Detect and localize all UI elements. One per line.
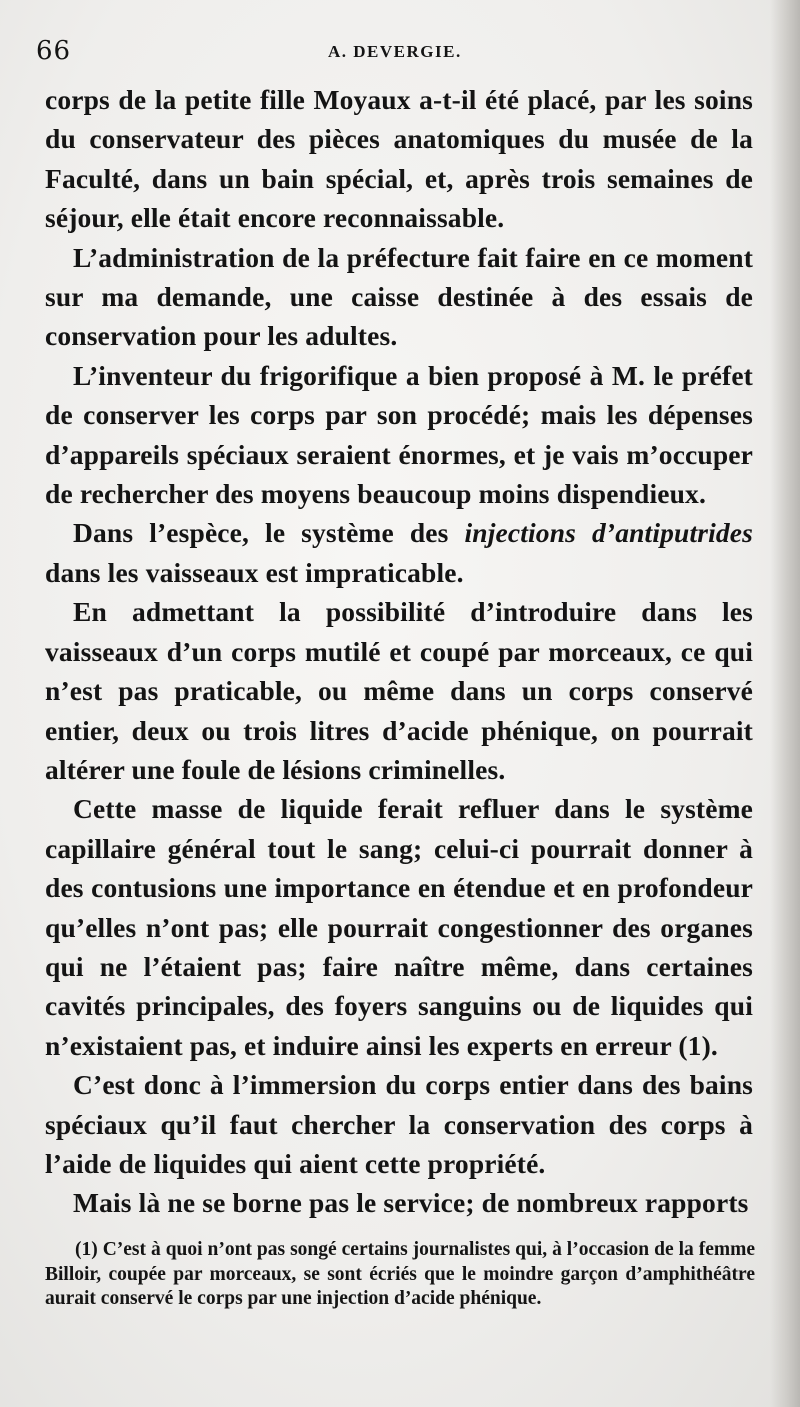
paragraph-injections — [45, 513, 753, 592]
injections-text-after: dans les vaisseaux est impraticable. — [45, 556, 464, 588]
paragraph-admettant: En admettant la possibilité d’introduire dans les vaisseaux d’un corps mutilé et coupé par morceaux, ce qui n’est pas praticable, ou même dans un corps conservé entier, deux ou trois litres d’acide phénique, on pourrait altérer une foule de lésions criminelles. — [45, 596, 753, 785]
injections-emphasis: injections d’antiputrides — [464, 517, 754, 549]
injections-text-before: Dans l’espèce, le système des — [73, 517, 465, 549]
paragraph-continuation: corps de la petite fille Moyaux a-t-il été placé, par les soins du conservateur des pièces anatomiques du musée de la Faculté, dans un bain spécial, et, après trois semaines de séjour, elle était encore reconnaissable. — [45, 84, 753, 234]
paragraph-frigorifique: L’inventeur du frigorifique a bien proposé à M. le préfet de conserver les corps par son procédé; mais les dépenses d’appareils spéciaux seraient énormes, et je vais m’occuper de rechercher des moyens beaucoup moins dispendieux. — [45, 359, 753, 510]
page-header — [36, 36, 756, 76]
running-head: A. DEVERGIE. — [328, 42, 462, 61]
footnote — [45, 1238, 755, 1312]
footnote-text: (1) C’est à quoi n’ont pas songé certains journalistes qui, à l’occasion de la femme Billoir, coupée par morceaux, se sont écriés que le moindre garçon d’amphithéâtre aurait conservé le corps par une injection d’acide phénique. — [45, 1239, 755, 1309]
paragraph-masse-liquide: Cette masse de liquide ferait refluer dans le système capillaire général tout le sang; celui-ci pourrait donner à des contusions une importance en étendue et en profondeur qu’elles n’ont pas; elle pourrait congestionner des organes qui ne l’étaient pas; faire naître même, dans certaines cavités principales, des foyers sanguins ou de liquides qui n’existaient pas, et induire ainsi les experts en erreur (1). — [45, 793, 753, 1061]
page-number: 66 — [36, 36, 72, 66]
page-edge-shadow — [770, 0, 800, 1407]
paragraph-administration: L’administration de la préfecture fait faire en ce moment sur ma demande, une caisse destinée à des essais de conservation pour les adultes. — [45, 241, 753, 352]
paragraph-service: Mais là ne se borne pas le service; de nombreux rapports — [73, 1187, 749, 1219]
body-text — [45, 80, 753, 1223]
paragraph-immersion: C’est donc à l’immersion du corps entier dans des bains spéciaux qu’il faut chercher la conservation des corps à l’aide de liquides qui aient cette propriété. — [45, 1069, 753, 1179]
